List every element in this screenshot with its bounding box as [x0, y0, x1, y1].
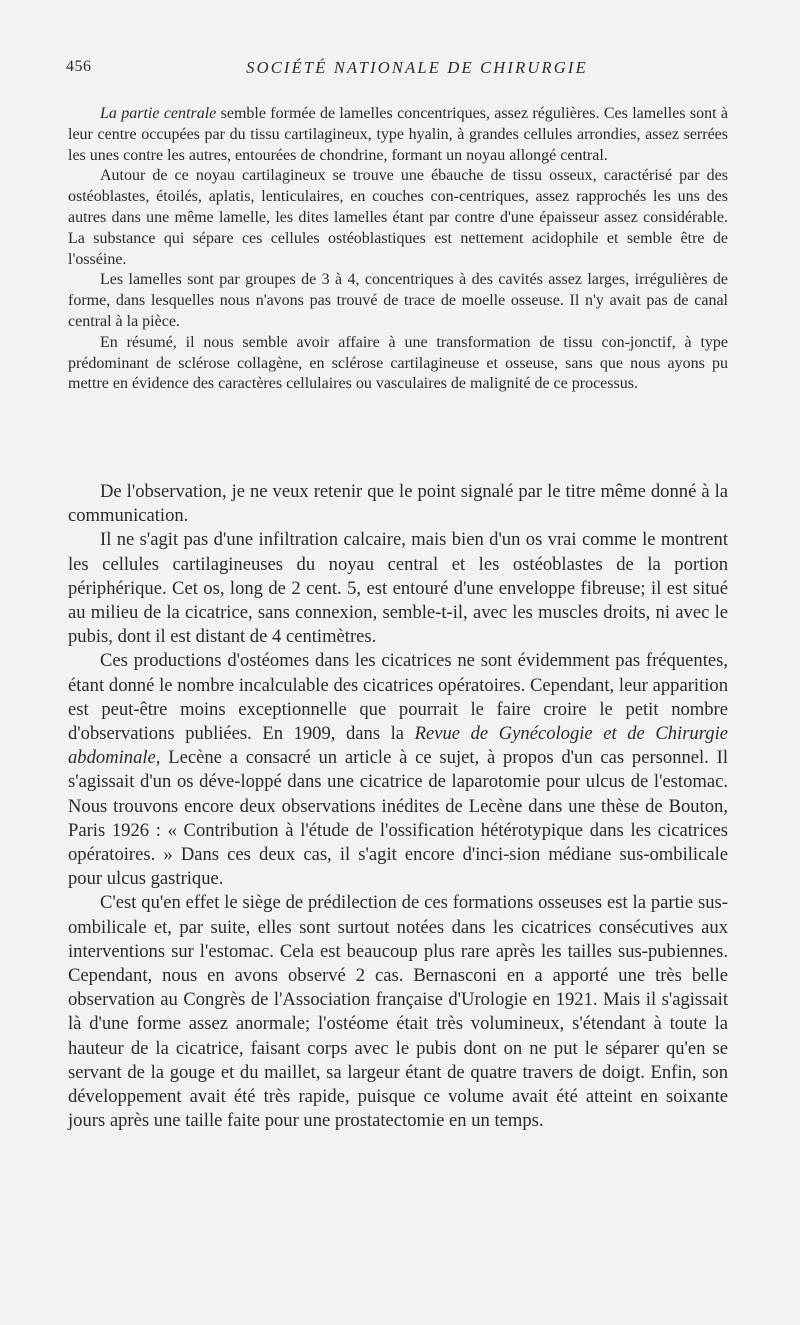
- running-title: SOCIÉTÉ NATIONALE DE CHIRURGIE: [246, 58, 588, 77]
- body-paragraph: De l'observation, je ne veux retenir que le point signalé par le titre même donné à la communication.: [68, 481, 728, 527]
- body-paragraph-text: , Lecène a consacré un article à ce sujet, à propos d'un cas personnel. Il s'agissait d'un os déve-loppé dans une cicatrice de laparotomie pour ulcus de l'estomac. Nous trouvons encore deux observations inédites de Lecène dans une thèse de Bouton, Paris 1926 : « Contribution à l'étude de l'ossification hétérotypique dans les cicatrices opératoires. » Dans ces deux cas, il s'agit encore d'inci-sion médiane sus-ombilicale pour ulcus gastrique.: [68, 747, 728, 890]
- note-paragraph-text: semble formée de lamelles concentriques, assez régulières. Ces lamelles sont à leur centre occupées par du tissu cartilagineux, type hyalin, à grandes cellules arrondies, assez serrées les unes contre les autres, entourées de chondrine, formant un noyau allongé central.: [68, 105, 729, 164]
- note-paragraph: Autour de ce noyau cartilagineux se trouve une ébauche de tissu osseux, caractérisé par des ostéoblastes, étoilés, aplatis, lenticulaires, en couches con-centriques, assez rapprochés les uns des autres dans une même lamelle, les dites lamelles étant par contre d'une épaisseur assez considérable. La substance qui sépare ces cellules ostéoblastiques est nettement acidophile et semble être de l'osséine.: [68, 167, 728, 268]
- note-paragraph: [68, 104, 728, 166]
- page-number: 456: [66, 58, 92, 75]
- histology-note: [68, 104, 728, 395]
- note-paragraph: En résumé, il nous semble avoir affaire à une transformation de tissu con-jonctif, à type prédominant de sclérose collagène, en sclérose cartilagineuse et osseuse, sans que nous ayons pu mettre en évidence des caractères cellulaires ou vasculaires de malignité de ce processus.: [68, 333, 728, 393]
- note-paragraph: Les lamelles sont par groupes de 3 à 4, concentriques à des cavités assez larges, irrégulières de forme, dans lesquelles nous n'avons pas trouvé de trace de moelle osseuse. Il n'y avait pas de canal central à la pièce.: [68, 271, 728, 330]
- main-text: [68, 480, 728, 1133]
- body-paragraph: Il ne s'agit pas d'une infiltration calcaire, mais bien d'un os vrai comme le montrent les cellules cartilagineuses du noyau central et les ostéoblastes de la portion périphérique. Cet os, long de 2 cent. 5, est entouré d'une enveloppe fibreuse; il est situé au milieu de la cicatrice, sans connexion, semble-t-il, avec les muscles droits, ni avec le pubis, dont il est distant de 4 centimètres.: [68, 529, 728, 648]
- body-paragraph: C'est qu'en effet le siège de prédilection de ces formations osseuses est la partie sus-ombilicale et, par suite, elles sont surtout notées dans les cicatrices consécutives aux interventions sur l'estomac. Cela est beaucoup plus rare après les tailles sus-pubiennes. Cependant, nous en avons observé 2 cas. Bernasconi en a apporté une très belle observation au Congrès de l'Association française d'Urologie en 1921. Mais il s'agissait là d'une forme assez anormale; l'ostéome était très volumineux, s'étendant à toute la hauteur de la cicatrice, faisant corps avec le pubis dont on ne put le séparer qu'en se servant de la gouge et du maillet, sa largeur étant de quatre travers de doigt. Enfin, son développement avait été très rapide, puisque ce volume avait été atteint en soixante jours après une taille faite pour une prostatectomie en un temps.: [68, 892, 728, 1132]
- page-header: [66, 58, 728, 82]
- note-italic-lead: La partie centrale: [100, 105, 217, 122]
- body-paragraph-text: Ces productions d'ostéomes dans les cicatrices ne sont évidemment pas fréquentes, étant donné le nombre incalculable des cicatrices opératoires. Cependant, leur apparition est peut-être moins exceptionnelle que pourrait le faire croire le petit nombre d'observations publiées. En 1909, dans la: [68, 650, 728, 745]
- body-paragraph: [68, 649, 728, 891]
- journal-title: Revue de Gynécologie et de Chirurgie abdominale: [68, 723, 728, 769]
